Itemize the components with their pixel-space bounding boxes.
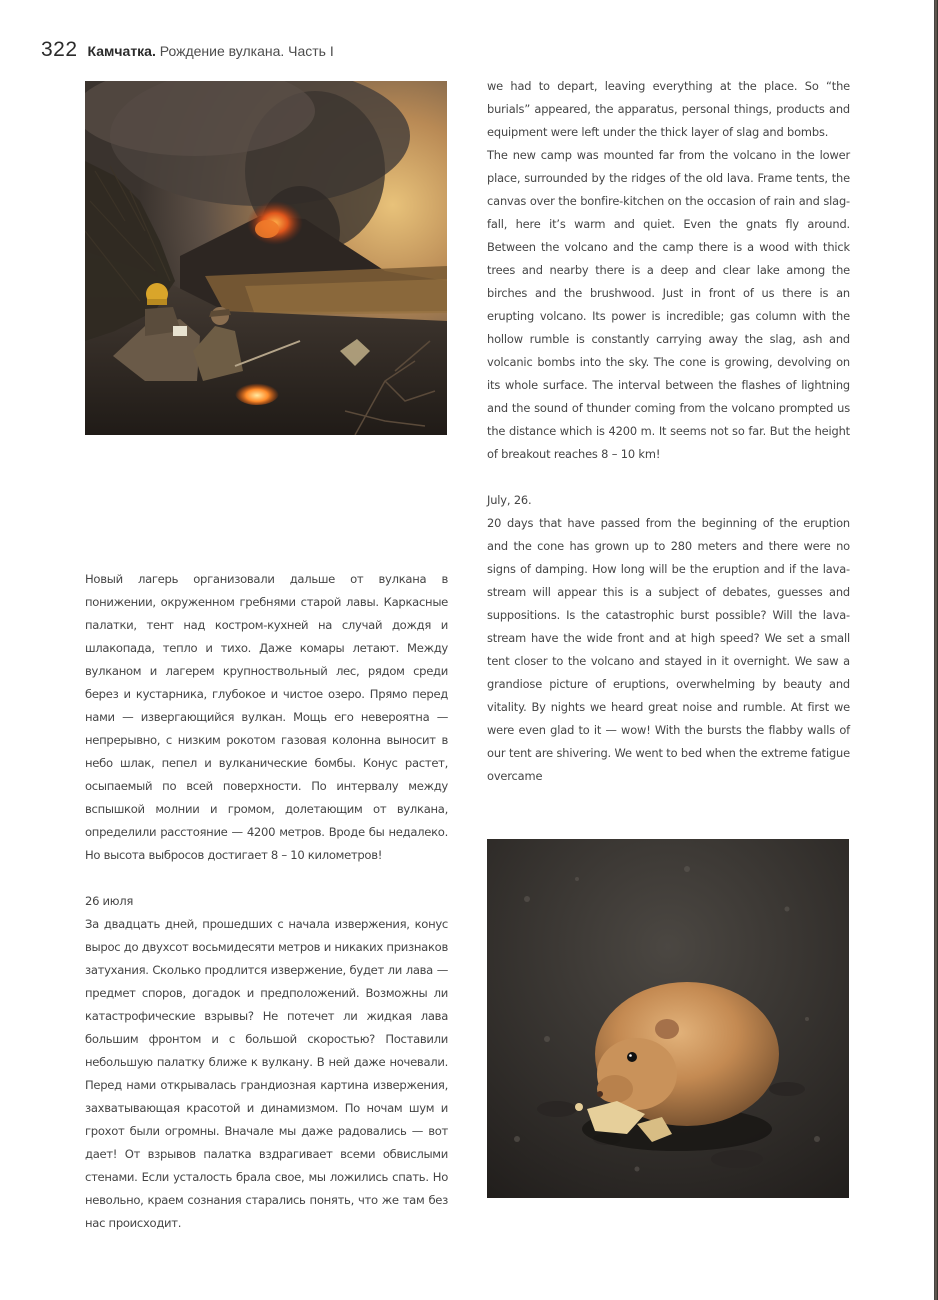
volcano-eruption-photo <box>85 81 447 435</box>
section-title-bold: Камчатка. <box>87 43 156 59</box>
russian-text-column <box>85 568 448 1235</box>
english-paragraph-1: we had to depart, leaving everything at the place. So “the burials” appeared, the apparatus, personal things, products and equipment were left under the thick layer of slag and bombs. <box>487 79 850 139</box>
english-paragraph-3: 20 days that have passed from the beginning of the eruption and the cone has grown up to 280 meters and there were no signs of damping. How long will be the eruption and if the lava-stream will appear this is a subject of debates, guesses and suppositions. Is the catastrophic burst possible? Will the lava-stream have the wide front and at high speed? We set a small tent closer to the volcano and stayed in it overnight. We saw a grandiose picture of eruptions, overwhelming by beauty and vitality. By nights we heard great noise and rumble. At first we were even glad to it — wow! With the bursts the flabby walls of our tent are shivering. We went to bed when the extreme fatigue overcame <box>487 516 850 783</box>
english-text-column <box>487 75 850 788</box>
page-edge-strip <box>934 0 938 1300</box>
english-paragraph-2: The new camp was mounted far from the volcano in the lower place, surrounded by the ridges of the old lava. Frame tents, the canvas over the bonfire-kitchen on the occasion of rain and slag-fall, here it’s warm and quiet. Even the gnats fly around. Between the volcano and the camp there is a wood with thick trees and nearby there is a deep and clear lake among the birches and the brushwood. Just in front of us there is an erupting volcano. Its power is incredible; gas column with the hollow rumble is constantly carrying away the slag, ash and volcanic bombs into the sky. The cone is growing, devolving on its whole surface. The interval between the flashes of lightning and the sound of thunder coming from the volcano prompted us the distance which is 4200 m. It seems not so far. But the height of breakout reaches 8 – 10 km! <box>487 148 850 461</box>
section-title: Рождение вулкана. Часть I <box>155 43 334 59</box>
russian-paragraph-2: За двадцать дней, прошедших с начала извержения, конус вырос до двухсот восьмидесяти метров и никаких признаков затухания. Сколько продлится извержение, будет ли лава — предмет споров, догадок и предположений. Возможны ли катастрофические взрывы? Не потечет ли жидкая лава большим фронтом и с большой скоростью? Поставили небольшую палатку ближе к вулкану. В ней даже ночевали. Перед нами открывалась грандиозная картина извержения, захватывающая красотой и динамизмом. По ночам шум и грохот были огромны. Вначале мы даже радовались — вот дает! От взрывов палатка вздрагивает всеми обвислыми стенами. Если усталость брала свое, мы ложились спать. Но невольно, краем сознания старались понять, что же там без нас происходит. <box>85 917 448 1230</box>
russian-date: 26 июля <box>85 894 134 908</box>
page-number: 322 <box>41 38 78 61</box>
running-head <box>41 38 334 64</box>
english-date: July, 26. <box>487 493 532 507</box>
russian-paragraph-1: Новый лагерь организовали дальше от вулкана в понижении, окруженном гребнями старой лавы. Каркасные палатки, тент над костром-кухней на случай дождя и шлакопада, тепло и тихо. Даже комары летают. Между вулканом и лагерем крупноствольный лес, рядом среди берез и кустарника, глубокое и чистое озеро. Прямо перед нами — извергающийся вулкан. Мощь его невероятна — непрерывно, с низким рокотом газовая колонна выносит в небо шлак, пепел и вулканические бомбы. Конус растет, осыпаемый по всей поверхности. По интервалу между вспышкой молнии и громом, долетающим от вулкана, определили расстояние — 4200 метров. Вроде бы недалеко. Но высота выбросов достигает 8 – 10 километров! <box>85 572 448 862</box>
rodent-photo <box>487 839 849 1198</box>
